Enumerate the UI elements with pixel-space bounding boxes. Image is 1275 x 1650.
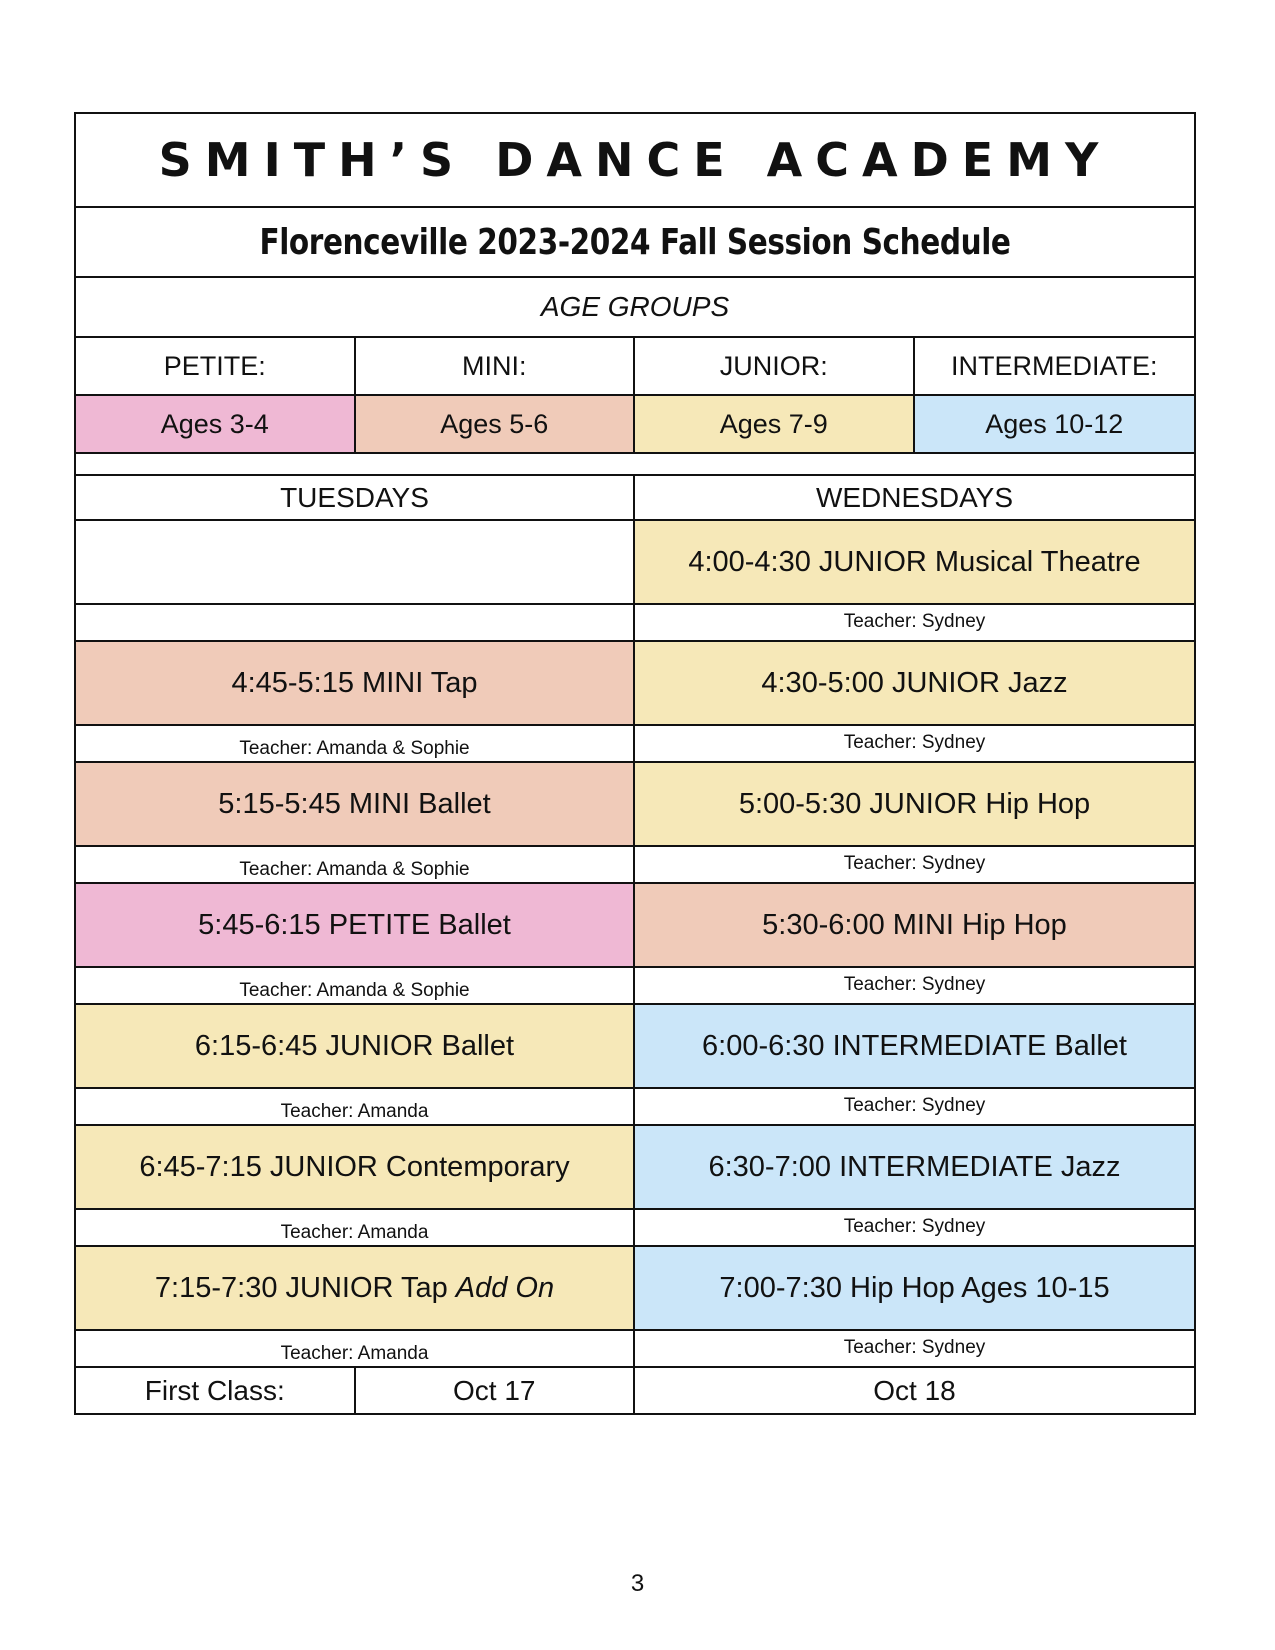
age-group-range: Ages 10-12 (915, 396, 1195, 452)
wednesday-class: 6:30-7:00 INTERMEDIATE Jazz (635, 1126, 1194, 1208)
first-class-row (76, 1368, 1194, 1413)
tuesday-class (76, 884, 635, 966)
class-row (76, 1247, 1194, 1331)
wednesday-teacher: Teacher: Sydney (843, 732, 986, 753)
class-row (76, 1126, 1194, 1210)
wednesday-teacher: Teacher: Sydney (843, 1216, 986, 1237)
teacher-row (76, 1089, 1194, 1126)
first-class-wednesday: Oct 18 (873, 1374, 956, 1406)
teacher-row (76, 726, 1194, 763)
class-row (76, 642, 1194, 726)
wednesday-class: 4:30-5:00 JUNIOR Jazz (635, 642, 1194, 724)
tuesday-teacher: Teacher: Amanda & Sophie (76, 726, 635, 761)
age-group-ranges-row (76, 396, 1194, 454)
subtitle-row (76, 208, 1194, 278)
wednesday-class: 7:00-7:30 Hip Hop Ages 10-15 (635, 1247, 1194, 1329)
day-tuesdays: TUESDAYS (76, 476, 635, 519)
teacher-row (76, 847, 1194, 884)
wednesday-class: 5:00-5:30 JUNIOR Hip Hop (635, 763, 1194, 845)
wednesday-teacher: Teacher: Sydney (843, 853, 986, 874)
age-groups-label: AGE GROUPS (540, 291, 730, 322)
first-class-tuesday: Oct 17 (356, 1368, 636, 1413)
wednesday-teacher: Teacher: Sydney (843, 1337, 986, 1358)
tuesday-class (76, 521, 635, 603)
page-number: 3 (630, 1570, 645, 1597)
class-name: 6:15-6:45 JUNIOR Ballet (194, 1029, 515, 1062)
age-group-name: JUNIOR: (635, 338, 915, 394)
wednesday-teacher: Teacher: Sydney (843, 1095, 986, 1116)
tuesday-teacher: Teacher: Amanda (76, 1331, 635, 1366)
tuesday-class (76, 1005, 635, 1087)
age-group-range: Ages 7-9 (635, 396, 915, 452)
first-class-label: First Class: (76, 1368, 356, 1413)
tuesday-teacher: Teacher: Amanda (76, 1089, 635, 1124)
age-group-name: INTERMEDIATE: (950, 350, 1158, 381)
tuesday-teacher: Teacher: Amanda (76, 1210, 635, 1245)
class-name: 7:15-7:30 JUNIOR Tap (154, 1271, 448, 1304)
spacer-row (76, 454, 1194, 476)
class-name: 5:45-6:15 PETITE Ballet (198, 908, 511, 941)
title-row (76, 114, 1194, 208)
class-row (76, 1005, 1194, 1089)
class-name: 6:45-7:15 JUNIOR Contemporary (139, 1150, 570, 1183)
day-wednesdays: WEDNESDAYS (815, 481, 1014, 513)
schedule-table (74, 112, 1196, 1415)
class-row (76, 884, 1194, 968)
class-addon: Add On (455, 1271, 555, 1304)
academy-title: SMITH’S DANCE ACADEMY (158, 133, 1112, 187)
tuesday-class (76, 642, 635, 724)
wednesday-class: 6:00-6:30 INTERMEDIATE Ballet (635, 1005, 1194, 1087)
teacher-row (76, 968, 1194, 1005)
tuesday-teacher (76, 605, 635, 640)
tuesday-class (76, 1247, 635, 1329)
tuesday-teacher: Teacher: Amanda & Sophie (76, 968, 635, 1003)
age-group-range: Ages 3-4 (76, 396, 356, 452)
age-group-range: Ages 5-6 (356, 396, 636, 452)
teacher-row (76, 605, 1194, 642)
class-name: 4:45-5:15 MINI Tap (231, 666, 478, 699)
tuesday-class (76, 763, 635, 845)
class-name: 5:15-5:45 MINI Ballet (218, 787, 491, 820)
wednesday-class: 5:30-6:00 MINI Hip Hop (635, 884, 1194, 966)
teacher-row (76, 1331, 1194, 1368)
tuesday-class (76, 1126, 635, 1208)
wednesday-teacher: Teacher: Sydney (843, 974, 986, 995)
class-row (76, 763, 1194, 847)
wednesday-class: 4:00-4:30 JUNIOR Musical Theatre (635, 521, 1194, 603)
age-group-names-row (76, 338, 1194, 396)
days-row (76, 476, 1194, 521)
teacher-row (76, 1210, 1194, 1247)
age-groups-header-row (76, 278, 1194, 338)
age-group-name: MINI: (356, 338, 636, 394)
tuesday-teacher: Teacher: Amanda & Sophie (76, 847, 635, 882)
class-row (76, 521, 1194, 605)
wednesday-teacher: Teacher: Sydney (843, 611, 986, 632)
age-group-name: PETITE: (76, 338, 356, 394)
schedule-title: Florenceville 2023-2024 Fall Session Schedule (259, 221, 1011, 263)
